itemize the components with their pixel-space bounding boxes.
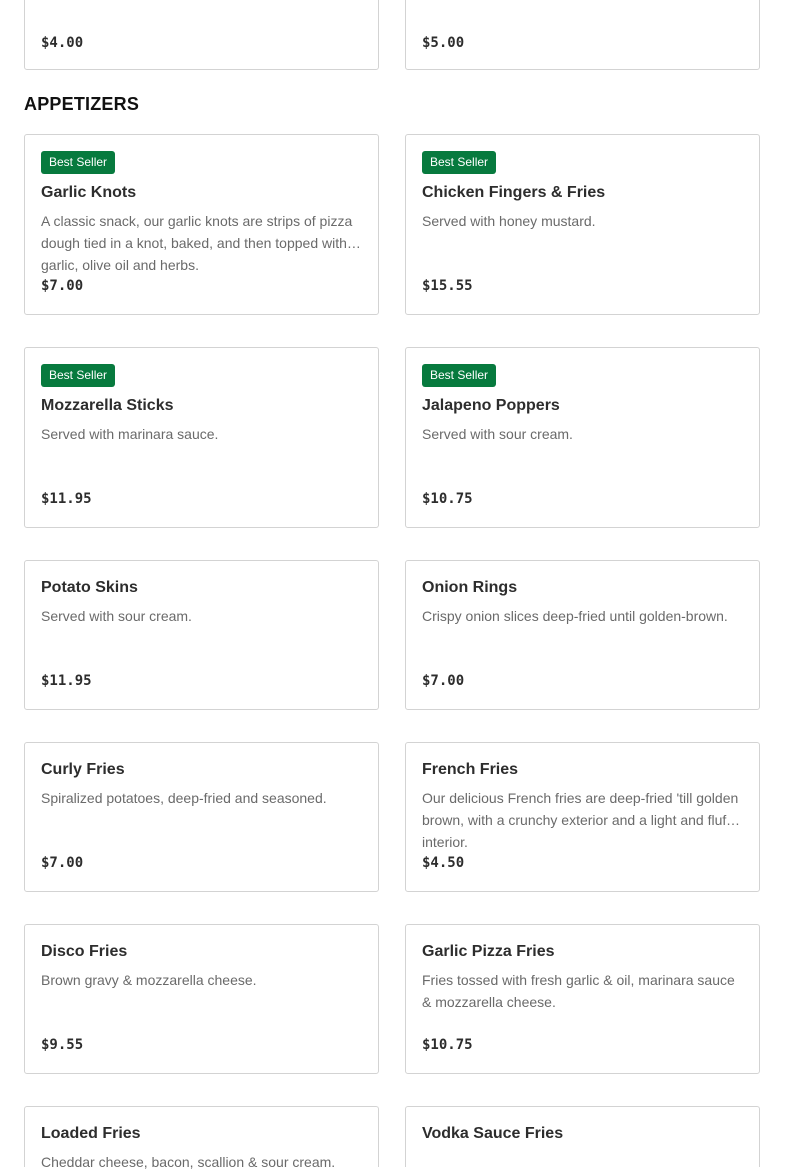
- item-description: Crispy onion slices deep-fried until golden-brown.: [422, 608, 728, 624]
- item-name: Disco Fries: [41, 943, 128, 960]
- item-name: Vodka Sauce Fries: [422, 1125, 564, 1142]
- menu-item-card[interactable]: [24, 1106, 379, 1170]
- menu-item-card[interactable]: [405, 1106, 760, 1167]
- menu-item-card[interactable]: [24, 742, 379, 892]
- item-price: $4.00: [41, 35, 84, 51]
- menu-item-card[interactable]: [405, 742, 760, 892]
- menu-item-card[interactable]: [24, 560, 379, 710]
- item-name: Garlic Knots: [41, 184, 137, 201]
- item-price: $5.00: [422, 35, 465, 51]
- item-price: $11.95: [41, 673, 92, 689]
- menu-item-card[interactable]: [405, 560, 760, 710]
- menu-item-card[interactable]: [405, 134, 760, 315]
- item-name: Chicken Fingers & Fries: [422, 184, 606, 201]
- item-description: A classic snack, our garlic knots are strips of pizza dough tied in a knot, baked, and then topped with garlic, olive oil and herbs.: [41, 213, 353, 273]
- menu-item-card[interactable]: [405, 0, 760, 70]
- best-seller-badge: Best Seller: [41, 364, 115, 387]
- menu-item-card[interactable]: [24, 347, 379, 528]
- item-description: Spiralized potatoes, deep-fried and seasoned.: [41, 790, 327, 806]
- item-name: Onion Rings: [422, 579, 518, 596]
- item-name: Mozzarella Sticks: [41, 397, 174, 414]
- menu-item-card[interactable]: [405, 347, 760, 528]
- item-name: Garlic Pizza Fries: [422, 943, 555, 960]
- best-seller-badge: Best Seller: [41, 151, 115, 174]
- item-name: Loaded Fries: [41, 1125, 141, 1142]
- item-name: French Fries: [422, 761, 519, 778]
- best-seller-badge: Best Seller: [422, 151, 496, 174]
- item-name: Potato Skins: [41, 579, 138, 596]
- item-price: $11.95: [41, 491, 92, 507]
- item-description: Cheddar cheese, bacon, scallion & sour cream.: [41, 1154, 336, 1170]
- item-price: $7.00: [41, 855, 84, 871]
- menu-item-card[interactable]: [24, 924, 379, 1074]
- item-price: $4.50: [422, 855, 465, 871]
- menu-item-card[interactable]: [24, 134, 379, 315]
- item-description: Fries tossed with fresh garlic & oil, marinara sauce & mozzarella cheese.: [422, 972, 735, 1010]
- menu-item-card[interactable]: [24, 0, 379, 70]
- item-name: Jalapeno Poppers: [422, 397, 560, 414]
- item-description: Served with honey mustard.: [422, 213, 596, 229]
- item-price: $7.00: [41, 278, 84, 294]
- item-price: $15.55: [422, 278, 473, 294]
- item-description: Served with sour cream.: [422, 426, 573, 442]
- item-price: $10.75: [422, 1037, 473, 1053]
- item-name: Curly Fries: [41, 761, 125, 778]
- best-seller-badge: Best Seller: [422, 364, 496, 387]
- item-description: Served with sour cream.: [41, 608, 192, 624]
- item-price: $7.00: [422, 673, 465, 689]
- item-description: Our delicious French fries are deep-fried 'till golden brown, with a crunchy exterior and a light and fluffy interior.: [422, 790, 739, 850]
- menu-item-card[interactable]: [405, 924, 760, 1074]
- item-description: Brown gravy & mozzarella cheese.: [41, 972, 257, 988]
- item-price: $10.75: [422, 491, 473, 507]
- item-price: $9.55: [41, 1037, 84, 1053]
- section-title: APPETIZERS: [24, 94, 140, 114]
- item-description: Served with marinara sauce.: [41, 426, 219, 442]
